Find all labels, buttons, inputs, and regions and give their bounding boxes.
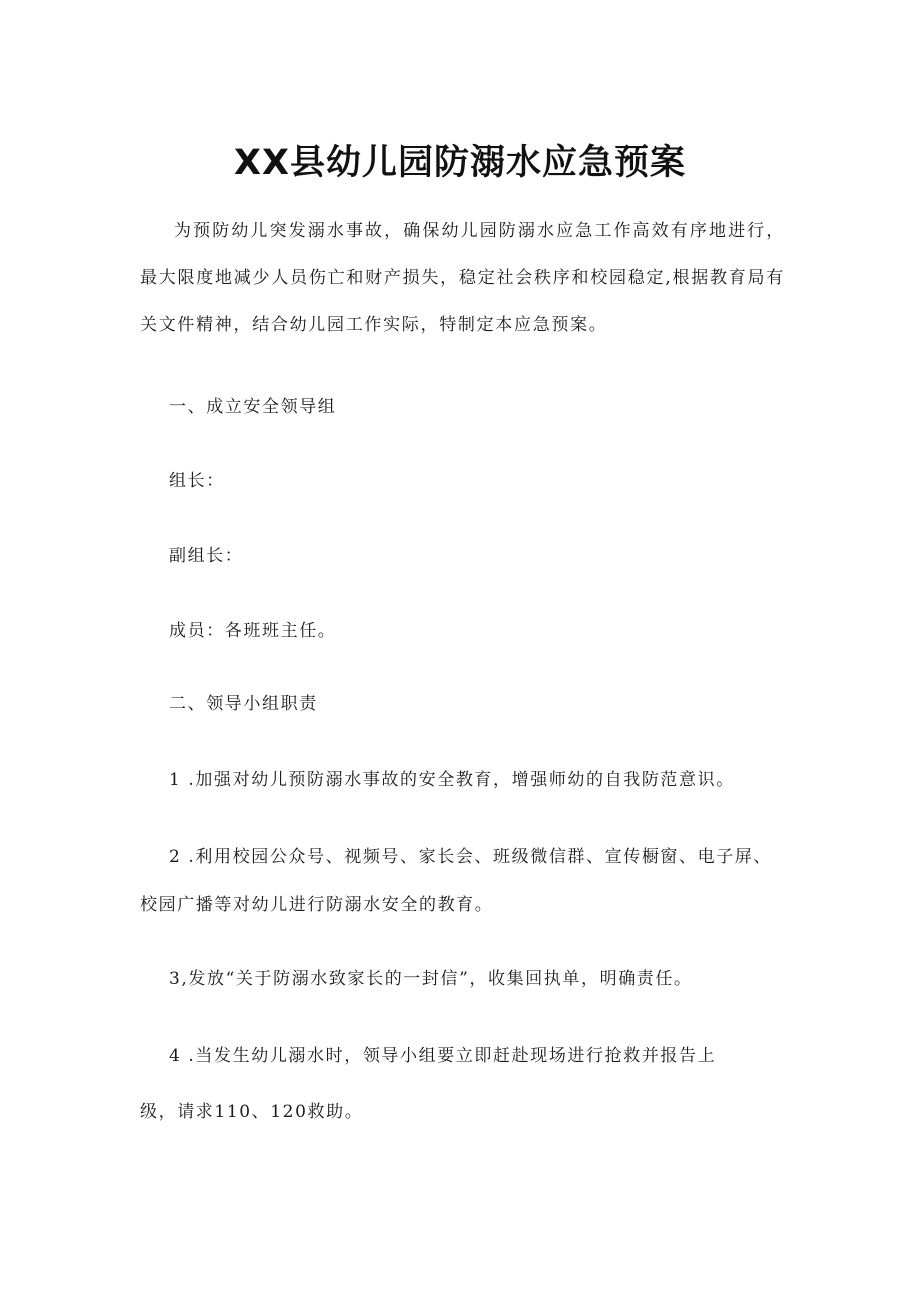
section2-heading: 二、领导小组职责 — [169, 694, 318, 714]
duty-item-3: 3,发放“关于防溺水致家长的一封信”，收集回执单，明确责任。 — [169, 969, 693, 989]
deputy-leader-line: 副组长： — [169, 546, 244, 566]
duty-item-2-line2: 校园广播等对幼儿进行防溺水安全的教育。 — [140, 895, 494, 915]
duty-item-1: 1 .加强对幼儿预防溺水事故的安全教育，增强师幼的自我防范意识。 — [169, 770, 735, 790]
members-line: 成员：各班班主任。 — [169, 621, 337, 641]
duty-item-4-line2: 级，请求110、120救助。 — [140, 1102, 364, 1122]
section1-heading: 一、成立安全领导组 — [169, 397, 337, 417]
intro-paragraph: 为预防幼儿突发溺水事故，确保幼儿园防溺水应急工作高效有序地进行，最大限度地减少人员伤亡和财产损失，稳定社会秩序和校园稳定,根据教育局有关文件精神，结合幼儿园工作实际，特制定本应急预案。 — [140, 221, 785, 335]
duty-item-4-line1: 4 .当发生幼儿溺水时，领导小组要立即赶赴现场进行抢救并报告上 — [169, 1046, 717, 1066]
duty-item-2-line1: 2 .利用校园公众号、视频号、家长会、班级微信群、宣传橱窗、电子屏、 — [169, 847, 773, 867]
document-title: XX县幼儿园防溺水应急预案 — [234, 143, 686, 183]
leader-line: 组长： — [169, 471, 225, 491]
